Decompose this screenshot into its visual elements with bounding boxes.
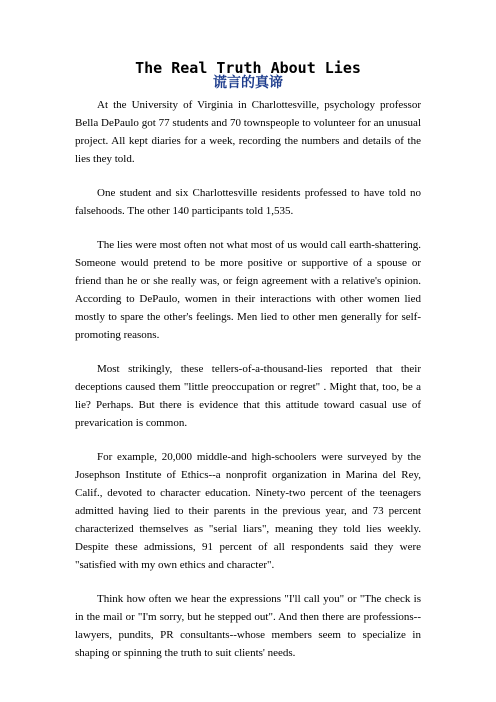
article-title: The Real Truth About Lies [135, 59, 361, 77]
article-body [75, 96, 421, 678]
paragraph: The lies were most often not what most of us would call earth-shattering. Someone would pretend to be more positive or supportive of a spouse or friend than he or she really was, or feign agreement with a relative's opinion. According to DePaulo, women in their interactions with other women lied mostly to spare the other's feelings. Men lied to other men generally for self-promoting reasons. [75, 239, 421, 341]
paragraph: Most strikingly, these tellers-of-a-thousand-lies reported that their deceptions caused them "little preoccupation or regret" . Might that, too, be a lie? Perhaps. But there is evidence that this attitude toward casual use of prevarication is common. [75, 363, 421, 429]
paragraph: For example, 20,000 middle-and high-schoolers were surveyed by the Josephson Institute of Ethics--a nonprofit organization in Marina del Rey, Calif., devoted to character education. Ninety-two percent of the teenagers admitted having lied to their parents in the previous year, and 73 percent characterized themselves as "serial liars", meaning they told lies weekly. Despite these admissions, 91 percent of all respondents said they were "satisfied with my own ethics and character". [75, 451, 421, 571]
paragraph: Think how often we hear the expressions "I'll call you" or "The check is in the mail or "I'm sorry, but he stepped out". And then there are professions-- lawyers, pundits, PR consultants--whose members seem to specialize in shaping or spinning the truth to suit clients' needs. [75, 593, 421, 659]
paragraph: At the University of Virginia in Charlottesville, psychology professor Bella DePaulo got 77 students and 70 townspeople to volunteer for an unusual project. All kept diaries for a week, recording the numbers and details of the lies they told. [75, 99, 421, 165]
paragraph: One student and six Charlottesville residents professed to have told no falsehoods. The other 140 participants told 1,535. [75, 187, 421, 217]
article-title-chinese: 谎言的真谛 [213, 75, 283, 91]
